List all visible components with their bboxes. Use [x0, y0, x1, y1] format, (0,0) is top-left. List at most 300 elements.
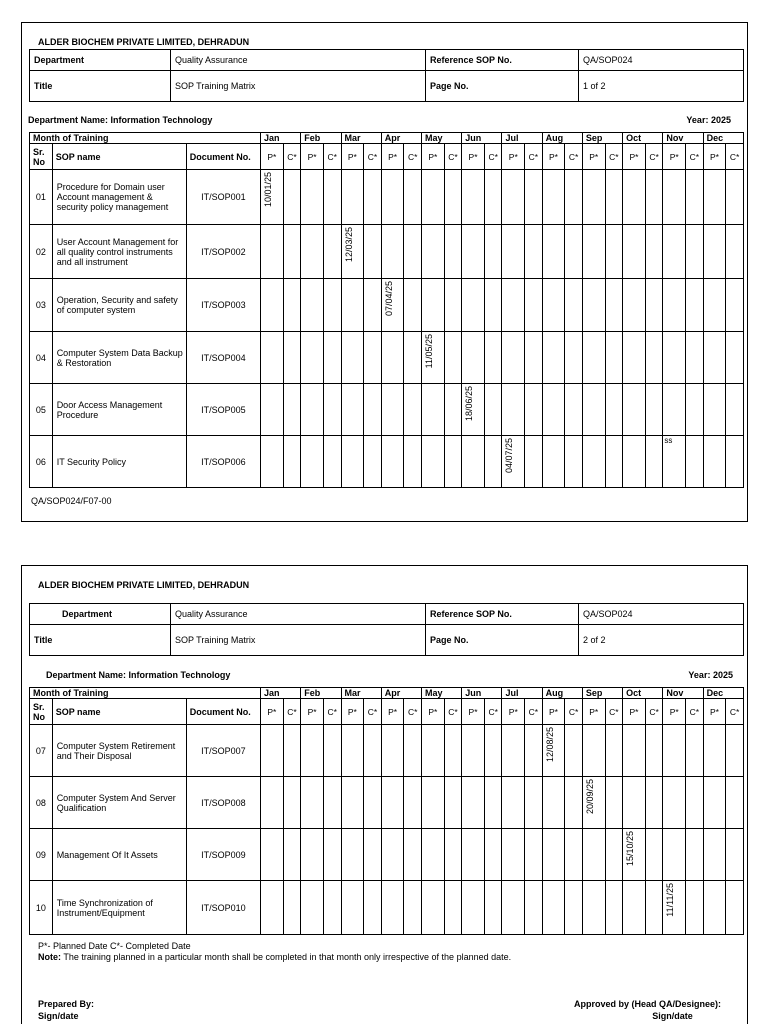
completed-header-sep: C*: [605, 699, 623, 725]
matrix-cell: [323, 725, 341, 777]
matrix-cell: [686, 332, 704, 384]
month-header-aug: Aug: [542, 133, 582, 144]
reference-sop-value: QA/SOP024: [579, 604, 744, 625]
legend: [38, 941, 511, 963]
matrix-cell: [364, 777, 382, 829]
matrix-cell: [323, 829, 341, 881]
completed-header-nov: C*: [686, 699, 704, 725]
month-header-jun: Jun: [462, 133, 502, 144]
matrix-cell: [605, 829, 623, 881]
year-line: Year: 2025: [688, 670, 733, 680]
reference-sop-label: Reference SOP No.: [426, 50, 579, 71]
planned-date: 07/04/25: [383, 281, 394, 317]
matrix-cell: [364, 881, 382, 935]
sr-no-cell: 10: [30, 881, 53, 935]
year-value: 2025: [710, 115, 731, 125]
sop-row: [30, 384, 744, 436]
matrix-cell: [565, 332, 583, 384]
department-value: Quality Assurance: [171, 50, 426, 71]
note-line: [38, 952, 511, 963]
matrix-cell: [301, 279, 324, 332]
sr-no-cell: 05: [30, 384, 53, 436]
month-header-may: May: [421, 133, 461, 144]
matrix-cell: [582, 725, 605, 777]
matrix-cell: [444, 881, 462, 935]
matrix-cell: [726, 279, 744, 332]
matrix-cell: [444, 332, 462, 384]
matrix-cell: [484, 725, 502, 777]
matrix-cell: [663, 777, 686, 829]
document-no-cell: IT/SOP003: [186, 279, 260, 332]
matrix-cell: [341, 436, 364, 488]
completed-header-may: C*: [444, 144, 462, 170]
matrix-cell: [404, 725, 422, 777]
completed-header-jul: C*: [525, 699, 543, 725]
matrix-cell: [686, 279, 704, 332]
month-header-aug: Aug: [542, 688, 582, 699]
matrix-cell: [542, 332, 565, 384]
month-of-training-label: Month of Training: [30, 133, 261, 144]
matrix-cell: [623, 436, 646, 488]
year-line: Year: 2025: [686, 115, 731, 125]
matrix-cell: [703, 332, 726, 384]
matrix-cell: [421, 279, 444, 332]
month-header-apr: Apr: [381, 688, 421, 699]
matrix-cell: [323, 332, 341, 384]
matrix-cell: [462, 332, 485, 384]
matrix-cell: [565, 436, 583, 488]
matrix-cell: [381, 436, 404, 488]
matrix-cell: [381, 170, 404, 225]
month-header-jan: Jan: [261, 133, 301, 144]
matrix-cell: [404, 225, 422, 279]
note-text: The training planned in a particular month shall be completed in that month only irrespective of the planned date.: [63, 952, 512, 962]
matrix-cell: [703, 279, 726, 332]
planned-date: 10/01/25: [263, 172, 274, 208]
matrix-cell: [484, 777, 502, 829]
completed-header-aug: C*: [565, 699, 583, 725]
department-label: Department: [30, 50, 171, 71]
matrix-cell: [645, 436, 663, 488]
matrix-cell: [364, 725, 382, 777]
planned-date: 20/09/25: [584, 779, 595, 815]
matrix-cell: [726, 225, 744, 279]
matrix-cell: [663, 436, 686, 488]
form-page-2: [21, 565, 748, 1024]
matrix-cell: [421, 170, 444, 225]
matrix-cell: [301, 725, 324, 777]
matrix-cell: [623, 384, 646, 436]
matrix-cell: [605, 225, 623, 279]
month-header-feb: Feb: [301, 133, 341, 144]
planned-header-aug: P*: [542, 144, 565, 170]
matrix-cell: [703, 436, 726, 488]
matrix-cell: [381, 881, 404, 935]
document-no-header: Document No.: [186, 144, 260, 170]
matrix-cell: [283, 332, 301, 384]
planned-header-sep: P*: [582, 699, 605, 725]
matrix-cell: [421, 332, 444, 384]
matrix-cell: [686, 436, 704, 488]
matrix-cell: [542, 170, 565, 225]
matrix-cell: [323, 436, 341, 488]
sop-row: [30, 332, 744, 384]
planned-header-may: P*: [421, 699, 444, 725]
month-header-dec: Dec: [703, 688, 743, 699]
title-label: Title: [30, 625, 171, 656]
matrix-cell: [283, 777, 301, 829]
matrix-cell: [462, 384, 485, 436]
matrix-cell: [444, 725, 462, 777]
matrix-cell: [582, 829, 605, 881]
prepared-by-label: Prepared By:: [38, 999, 95, 1009]
matrix-cell: [381, 279, 404, 332]
planned-header-feb: P*: [301, 144, 324, 170]
document-no-cell: IT/SOP009: [186, 829, 260, 881]
sop-row: [30, 881, 744, 935]
matrix-cell: [341, 332, 364, 384]
completed-header-may: C*: [444, 699, 462, 725]
matrix-cell: [381, 777, 404, 829]
matrix-cell: [444, 777, 462, 829]
month-header-oct: Oct: [623, 688, 663, 699]
sop-row: [30, 829, 744, 881]
planned-header-jan: P*: [261, 144, 284, 170]
matrix-cell: [645, 777, 663, 829]
matrix-cell: [301, 332, 324, 384]
matrix-cell: [502, 384, 525, 436]
cell-note: ss: [664, 436, 673, 445]
matrix-cell: [582, 225, 605, 279]
matrix-cell: [404, 279, 422, 332]
planned-header-jan: P*: [261, 699, 284, 725]
matrix-cell: [686, 225, 704, 279]
matrix-cell: [283, 881, 301, 935]
matrix-cell: [663, 279, 686, 332]
matrix-cell: [645, 225, 663, 279]
matrix-cell: [582, 384, 605, 436]
matrix-cell: [582, 777, 605, 829]
matrix-cell: [261, 725, 284, 777]
form-number: QA/SOP024/F07-00: [31, 496, 112, 506]
month-header-oct: Oct: [623, 133, 663, 144]
sop-name-cell: User Account Management for all quality control instruments and all instrument: [52, 225, 186, 279]
matrix-cell: [364, 170, 382, 225]
planned-header-may: P*: [421, 144, 444, 170]
matrix-cell: [525, 170, 543, 225]
matrix-cell: [645, 881, 663, 935]
month-header-apr: Apr: [381, 133, 421, 144]
department-label: Department: [30, 604, 171, 625]
sop-name-cell: Door Access Management Procedure: [52, 384, 186, 436]
matrix-cell: [261, 384, 284, 436]
matrix-cell: [283, 170, 301, 225]
matrix-cell: [582, 881, 605, 935]
sr-no-cell: 01: [30, 170, 53, 225]
matrix-cell: [663, 225, 686, 279]
title-value: SOP Training Matrix: [171, 71, 426, 102]
month-header-jul: Jul: [502, 133, 542, 144]
planned-header-sep: P*: [582, 144, 605, 170]
matrix-cell: [686, 881, 704, 935]
matrix-cell: [663, 881, 686, 935]
matrix-cell: [726, 170, 744, 225]
matrix-cell: [605, 881, 623, 935]
matrix-cell: [381, 829, 404, 881]
matrix-cell: [404, 436, 422, 488]
matrix-cell: [261, 436, 284, 488]
matrix-cell: [301, 881, 324, 935]
matrix-cell: [686, 384, 704, 436]
matrix-cell: [645, 332, 663, 384]
matrix-cell: [444, 436, 462, 488]
planned-header-feb: P*: [301, 699, 324, 725]
matrix-cell: [261, 225, 284, 279]
matrix-cell: [726, 881, 744, 935]
matrix-cell: [525, 225, 543, 279]
month-header-may: May: [421, 688, 461, 699]
matrix-cell: [484, 436, 502, 488]
matrix-cell: [261, 279, 284, 332]
header-table: [29, 603, 744, 656]
approved-by-label: Approved by (Head QA/Designee):: [573, 999, 721, 1009]
completed-header-apr: C*: [404, 144, 422, 170]
sr-no-cell: 07: [30, 725, 53, 777]
matrix-cell: [502, 436, 525, 488]
completed-header-oct: C*: [645, 144, 663, 170]
matrix-cell: [703, 225, 726, 279]
planned-header-jul: P*: [502, 144, 525, 170]
matrix-cell: [542, 279, 565, 332]
completed-header-feb: C*: [323, 144, 341, 170]
matrix-cell: [703, 725, 726, 777]
matrix-cell: [502, 332, 525, 384]
completed-header-dec: C*: [726, 144, 744, 170]
matrix-cell: [462, 881, 485, 935]
document-no-cell: IT/SOP008: [186, 777, 260, 829]
matrix-cell: [444, 829, 462, 881]
matrix-cell: [283, 279, 301, 332]
matrix-cell: [341, 225, 364, 279]
sop-name-header: SOP name: [52, 699, 186, 725]
approved-by-block: [574, 998, 721, 1022]
matrix-cell: [623, 170, 646, 225]
matrix-cell: [565, 829, 583, 881]
matrix-cell: [341, 384, 364, 436]
planned-header-apr: P*: [381, 699, 404, 725]
sr-no-cell: 06: [30, 436, 53, 488]
planned-header-aug: P*: [542, 699, 565, 725]
prepared-by-block: [38, 998, 94, 1022]
completed-header-mar: C*: [364, 144, 382, 170]
matrix-cell: [283, 436, 301, 488]
matrix-cell: [323, 225, 341, 279]
title-label: Title: [30, 71, 171, 102]
planned-header-jun: P*: [462, 144, 485, 170]
matrix-cell: [502, 881, 525, 935]
matrix-cell: [261, 170, 284, 225]
planned-date: 12/08/25: [544, 727, 555, 763]
sr-no-cell: 08: [30, 777, 53, 829]
document-no-cell: IT/SOP007: [186, 725, 260, 777]
matrix-cell: [525, 384, 543, 436]
sop-name-cell: Computer System Data Backup & Restoration: [52, 332, 186, 384]
planned-header-apr: P*: [381, 144, 404, 170]
matrix-cell: [663, 829, 686, 881]
document-no-cell: IT/SOP002: [186, 225, 260, 279]
matrix-cell: [462, 279, 485, 332]
month-of-training-label: Month of Training: [30, 688, 261, 699]
prepared-sign-date: Sign/date: [38, 1011, 79, 1021]
matrix-cell: [404, 170, 422, 225]
matrix-cell: [726, 777, 744, 829]
matrix-cell: [341, 725, 364, 777]
matrix-cell: [542, 384, 565, 436]
completed-header-dec: C*: [726, 699, 744, 725]
page-no-label: Page No.: [426, 625, 579, 656]
matrix-cell: [645, 384, 663, 436]
month-header-jun: Jun: [462, 688, 502, 699]
department-name: Department Name: Information Technology: [46, 670, 231, 680]
matrix-cell: [623, 225, 646, 279]
matrix-cell: [726, 436, 744, 488]
matrix-cell: [565, 777, 583, 829]
document-no-cell: IT/SOP001: [186, 170, 260, 225]
planned-header-mar: P*: [341, 144, 364, 170]
matrix-cell: [381, 384, 404, 436]
matrix-cell: [421, 829, 444, 881]
planned-date: 11/05/25: [423, 334, 434, 369]
planned-header-jun: P*: [462, 699, 485, 725]
matrix-cell: [404, 332, 422, 384]
sop-name-cell: Computer System And Server Qualification: [52, 777, 186, 829]
completed-header-nov: C*: [686, 144, 704, 170]
matrix-cell: [404, 881, 422, 935]
matrix-cell: [404, 384, 422, 436]
document-no-header: Document No.: [186, 699, 260, 725]
matrix-cell: [502, 225, 525, 279]
matrix-cell: [364, 225, 382, 279]
matrix-cell: [623, 881, 646, 935]
completed-header-aug: C*: [565, 144, 583, 170]
matrix-cell: [582, 436, 605, 488]
matrix-cell: [502, 777, 525, 829]
completed-header-jan: C*: [283, 699, 301, 725]
matrix-cell: [421, 725, 444, 777]
matrix-cell: [565, 170, 583, 225]
training-matrix-page-1: [29, 132, 744, 488]
reference-sop-value: QA/SOP024: [579, 50, 744, 71]
completed-header-jun: C*: [484, 699, 502, 725]
sop-row: [30, 436, 744, 488]
matrix-cell: [645, 279, 663, 332]
header-table: [29, 49, 744, 102]
matrix-cell: [301, 829, 324, 881]
matrix-cell: [502, 829, 525, 881]
matrix-cell: [645, 725, 663, 777]
matrix-cell: [605, 384, 623, 436]
matrix-cell: [484, 829, 502, 881]
matrix-cell: [645, 170, 663, 225]
matrix-cell: [484, 225, 502, 279]
matrix-cell: [421, 225, 444, 279]
matrix-cell: [261, 332, 284, 384]
month-header-sep: Sep: [582, 688, 622, 699]
matrix-cell: [525, 332, 543, 384]
sop-row: [30, 170, 744, 225]
department-name: Department Name: Information Technology: [28, 115, 213, 125]
matrix-cell: [462, 777, 485, 829]
matrix-cell: [542, 777, 565, 829]
matrix-cell: [404, 777, 422, 829]
matrix-cell: [421, 436, 444, 488]
sr-no-cell: 09: [30, 829, 53, 881]
document-no-cell: IT/SOP006: [186, 436, 260, 488]
matrix-cell: [582, 279, 605, 332]
matrix-cell: [623, 725, 646, 777]
month-header-mar: Mar: [341, 133, 381, 144]
matrix-cell: [502, 725, 525, 777]
matrix-cell: [444, 170, 462, 225]
sop-name-cell: Time Synchronization of Instrument/Equipment: [52, 881, 186, 935]
note-label: Note:: [38, 952, 61, 962]
matrix-cell: [525, 881, 543, 935]
planned-header-jul: P*: [502, 699, 525, 725]
completed-header-jun: C*: [484, 144, 502, 170]
matrix-cell: [301, 777, 324, 829]
matrix-cell: [421, 777, 444, 829]
matrix-cell: [341, 279, 364, 332]
matrix-cell: [323, 170, 341, 225]
matrix-cell: [301, 170, 324, 225]
planned-header-oct: P*: [623, 144, 646, 170]
matrix-cell: [525, 436, 543, 488]
matrix-cell: [623, 777, 646, 829]
completed-header-sep: C*: [605, 144, 623, 170]
planned-date: 15/10/25: [625, 831, 636, 867]
matrix-cell: [323, 777, 341, 829]
matrix-cell: [525, 829, 543, 881]
matrix-cell: [605, 725, 623, 777]
sop-name-cell: Computer System Retirement and Their Disposal: [52, 725, 186, 777]
matrix-cell: [341, 829, 364, 881]
page-no-value: 1 of 2: [579, 71, 744, 102]
matrix-cell: [542, 436, 565, 488]
matrix-cell: [525, 777, 543, 829]
sop-name-cell: Operation, Security and safety of computer system: [52, 279, 186, 332]
completed-header-feb: C*: [323, 699, 341, 725]
completed-header-oct: C*: [645, 699, 663, 725]
year-value: 2025: [712, 670, 733, 680]
matrix-cell: [381, 225, 404, 279]
matrix-cell: [484, 170, 502, 225]
matrix-cell: [484, 332, 502, 384]
matrix-cell: [364, 279, 382, 332]
month-header-feb: Feb: [301, 688, 341, 699]
planned-header-dec: P*: [703, 144, 726, 170]
matrix-cell: [283, 829, 301, 881]
company-name: ALDER BIOCHEM PRIVATE LIMITED, DEHRADUN: [38, 580, 250, 590]
sop-name-header: SOP name: [52, 144, 186, 170]
department-value: Quality Assurance: [171, 604, 426, 625]
matrix-cell: [726, 725, 744, 777]
form-page-1: [21, 22, 748, 522]
matrix-cell: [703, 384, 726, 436]
matrix-cell: [484, 279, 502, 332]
matrix-cell: [301, 225, 324, 279]
sop-row: [30, 725, 744, 777]
matrix-cell: [663, 384, 686, 436]
